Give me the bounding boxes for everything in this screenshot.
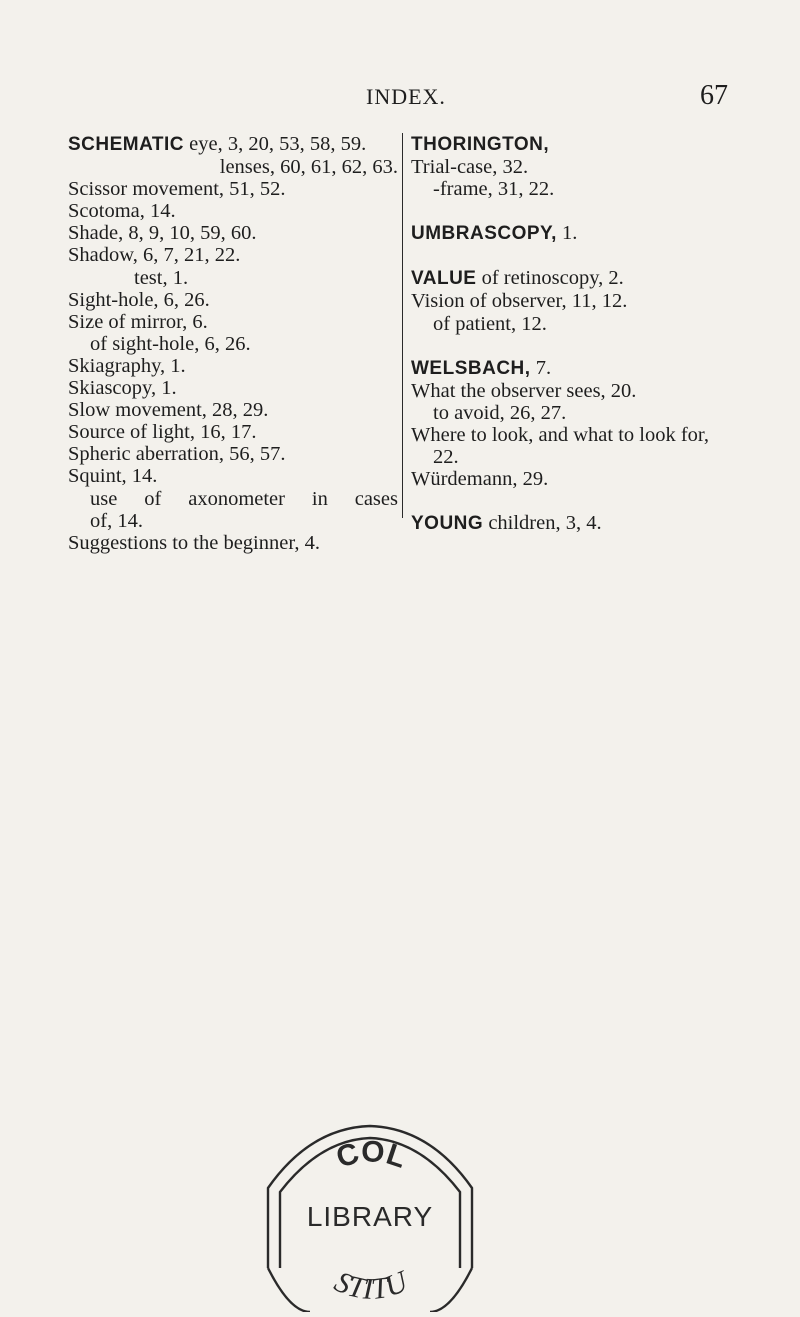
spacer — [411, 200, 751, 222]
stamp-top-text: COL — [332, 1135, 411, 1175]
index-subentry: use of axonometer in cases — [90, 487, 398, 510]
index-entry: SCHEMATIC eye, 3, 20, 53, 58, 59. — [68, 133, 367, 155]
index-entry: Size of mirror, 6. — [68, 310, 208, 333]
index-subentry: -frame, 31, 22. — [433, 178, 555, 201]
index-subentry: of sight-hole, 6, 26. — [90, 332, 251, 355]
index-subentry: 22. — [433, 446, 459, 469]
page-number: 67 — [700, 80, 728, 111]
index-subentry: of patient, 12. — [433, 312, 547, 335]
index-entry: Where to look, and what to look for, — [411, 423, 710, 446]
index-column-right — [411, 133, 751, 535]
index-entry: Sight-hole, 6, 26. — [68, 288, 210, 311]
library-stamp — [250, 1118, 490, 1312]
index-entry: YOUNG children, 3, 4. — [411, 512, 602, 535]
index-entry: Skiagraphy, 1. — [68, 354, 186, 377]
index-entry: Shade, 8, 9, 10, 59, 60. — [68, 222, 257, 245]
index-entry: Spheric aberration, 56, 57. — [68, 443, 286, 466]
index-column-left — [68, 133, 398, 554]
index-entry: WELSBACH, 7. — [411, 356, 552, 379]
library-stamp-graphic — [250, 1118, 490, 1312]
index-entry: Würdemann, 29. — [411, 468, 549, 491]
index-entry: Scissor movement, 51, 52. — [68, 178, 286, 201]
index-entry: Squint, 14. — [68, 465, 158, 488]
index-entry: Vision of observer, 11, 12. — [411, 290, 628, 313]
index-entry: THORINGTON, — [411, 134, 550, 155]
index-subentry: test, 1. — [134, 266, 189, 289]
stamp-bottom-text: STITU — [329, 1264, 413, 1307]
index-entry: Source of light, 16, 17. — [68, 421, 257, 444]
running-title: INDEX. — [366, 84, 446, 109]
spacer — [411, 490, 751, 512]
index-entry: UMBRASCOPY, 1. — [411, 222, 578, 245]
index-entry: Shadow, 6, 7, 21, 22. — [68, 244, 241, 267]
column-divider — [402, 133, 403, 518]
stamp-center-text: LIBRARY — [306, 1201, 434, 1232]
index-entry: Skiascopy, 1. — [68, 377, 177, 400]
running-head — [0, 80, 800, 120]
index-entry: Scotoma, 14. — [68, 200, 176, 223]
index-entry: Trial-case, 32. — [411, 156, 529, 179]
spacer — [411, 245, 751, 267]
spacer — [411, 335, 751, 357]
index-entry: Suggestions to the beginner, 4. — [68, 531, 320, 554]
index-entry: What the observer sees, 20. — [411, 379, 637, 402]
index-entry: VALUE of retinoscopy, 2. — [411, 267, 624, 290]
index-subentry: lenses, 60, 61, 62, 63. — [219, 156, 398, 179]
index-subentry: of, 14. — [90, 509, 143, 532]
index-subentry: to avoid, 26, 27. — [433, 401, 567, 424]
index-entry: Slow movement, 28, 29. — [68, 399, 269, 422]
